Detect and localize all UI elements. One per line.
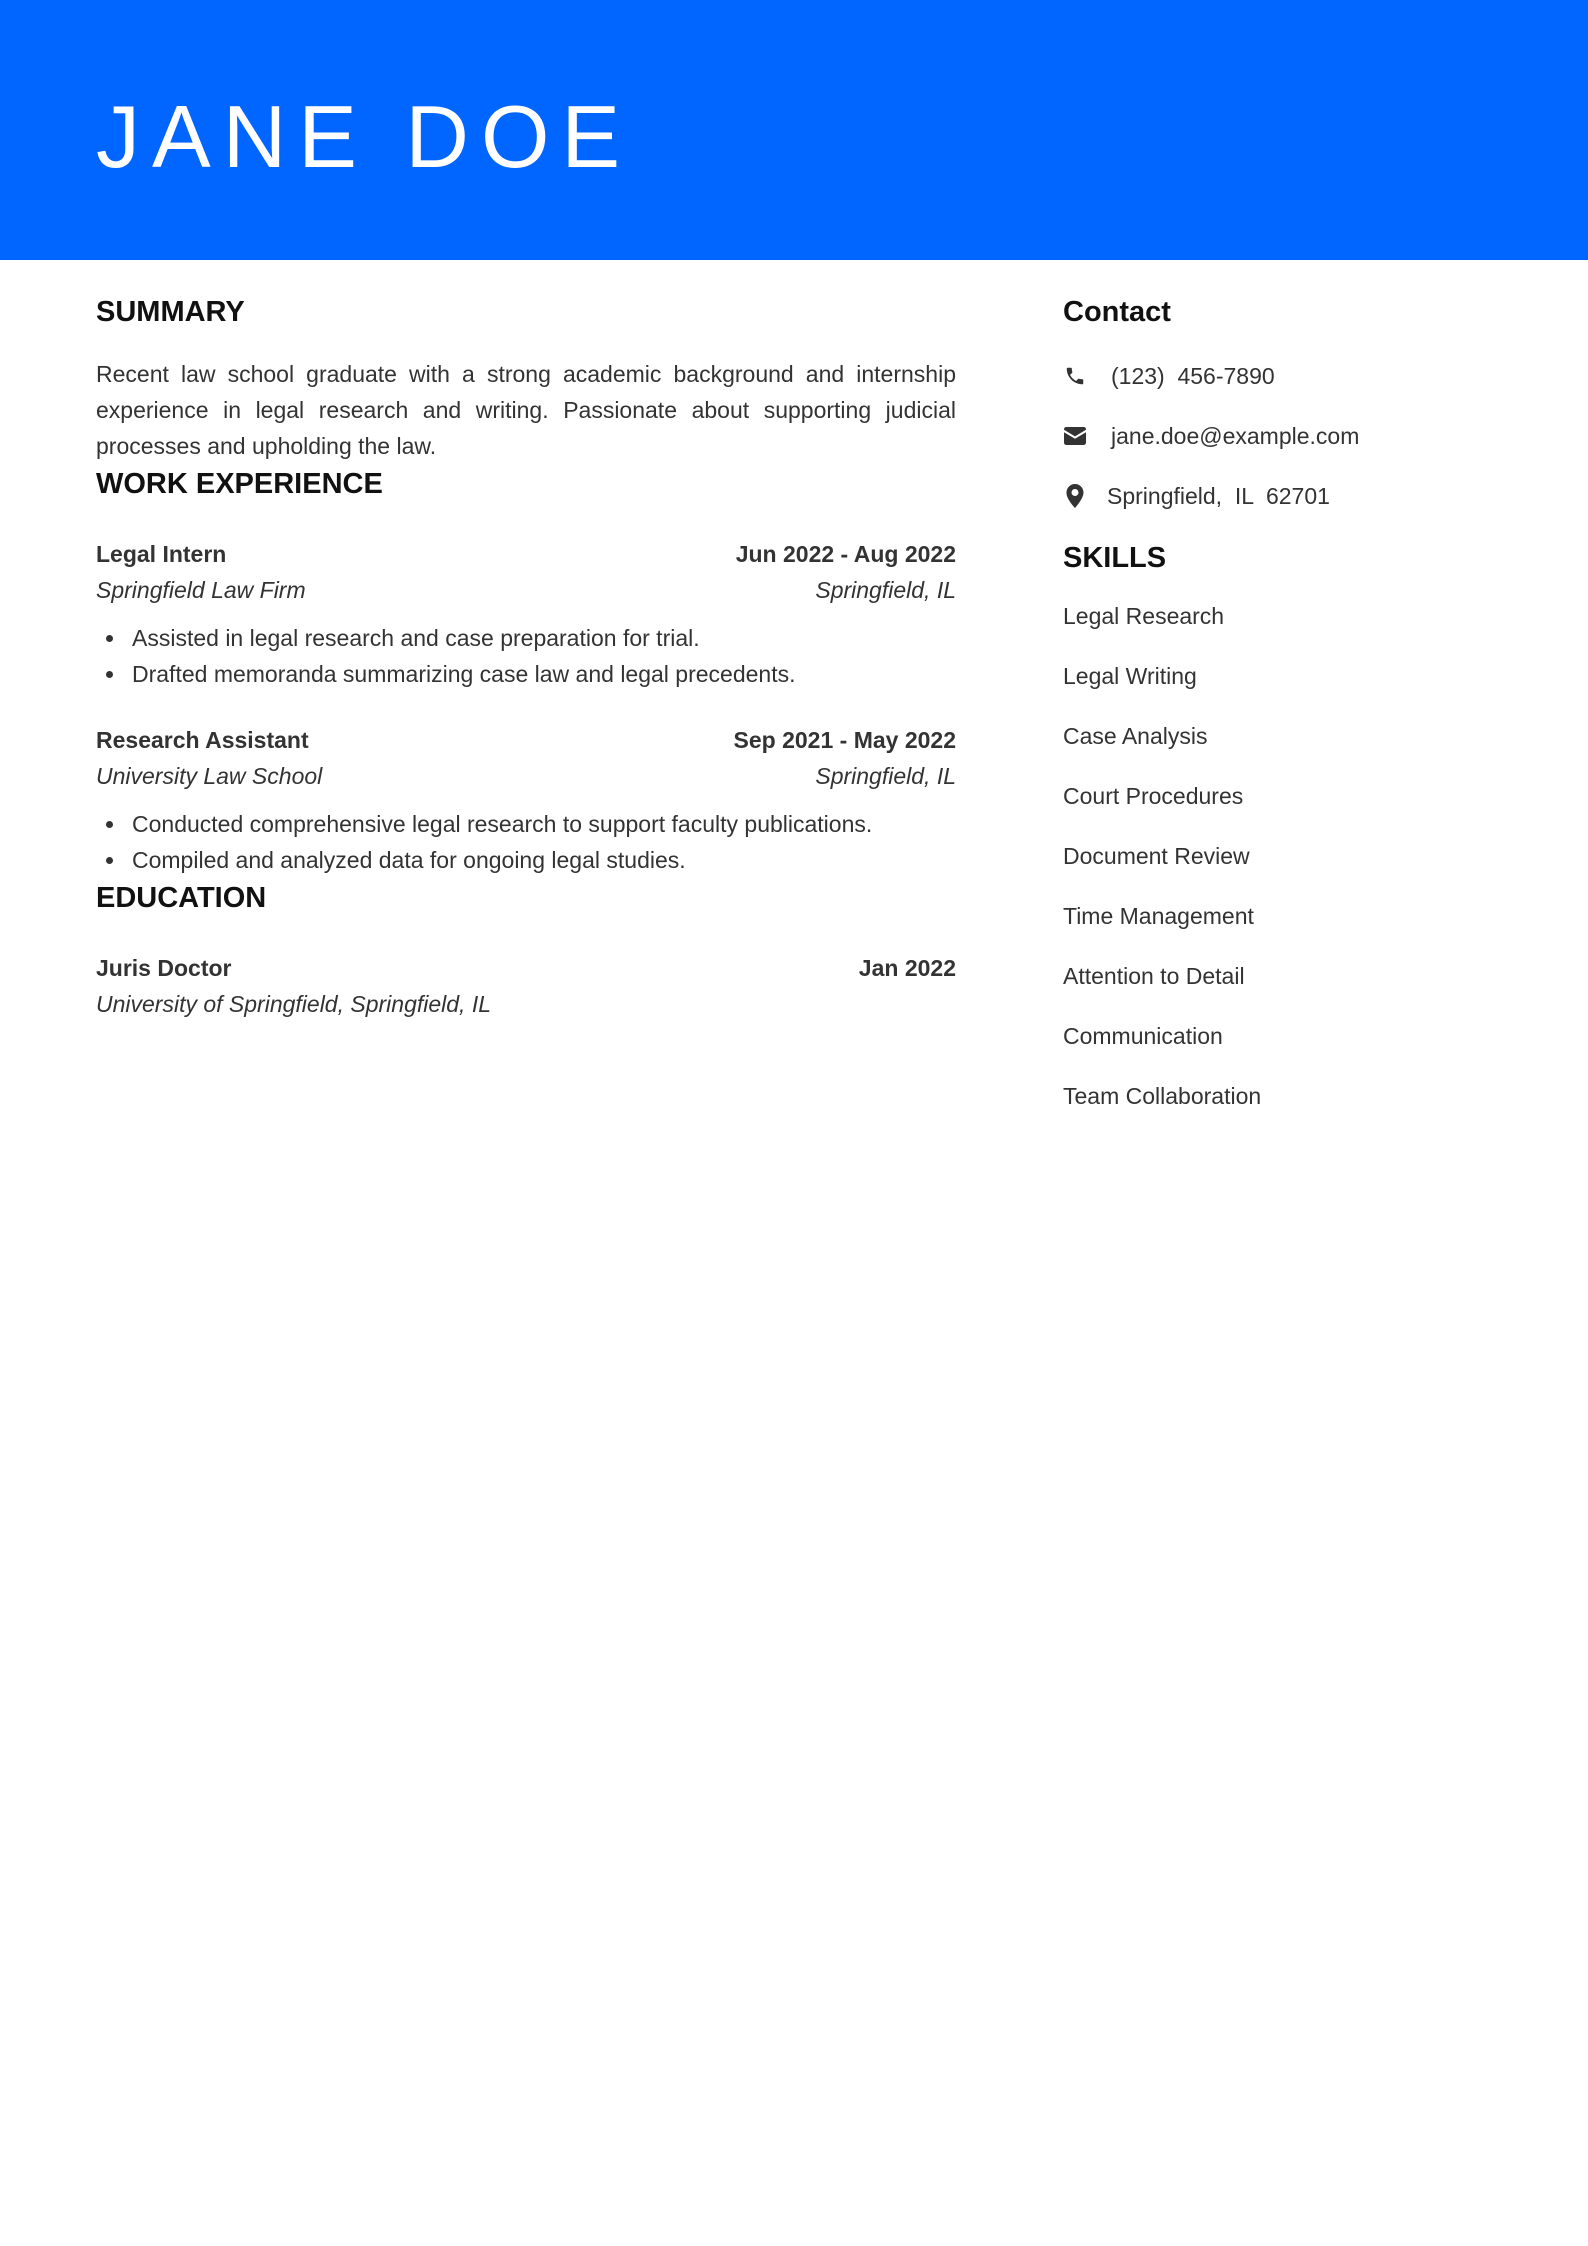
job-company: Springfield Law Firm	[96, 577, 306, 603]
job-location: Springfield, IL	[815, 763, 956, 789]
job-bullet: Conducted comprehensive legal research to support faculty publications.	[132, 806, 956, 842]
envelope-icon	[1063, 424, 1087, 448]
map-pin-icon	[1063, 484, 1087, 508]
skill-item: Court Procedures	[1063, 783, 1244, 809]
job-bullets	[96, 806, 956, 878]
job-company: University Law School	[96, 763, 323, 789]
sidebar-column	[1063, 292, 1503, 1138]
job-role: Research Assistant	[96, 727, 309, 753]
job-bullet: Drafted memoranda summarizing case law and legal precedents.	[132, 656, 956, 692]
skill-item: Attention to Detail	[1063, 963, 1245, 989]
summary-heading: SUMMARY	[96, 296, 245, 328]
education-degree: Juris Doctor	[96, 955, 232, 981]
contact-email	[1063, 418, 1503, 454]
skill-item: Communication	[1063, 1023, 1223, 1049]
education-entry	[96, 950, 956, 1022]
skill-item: Legal Research	[1063, 603, 1225, 629]
contact-location-text: Springfield, IL 62701	[1107, 482, 1330, 509]
skills-list	[1063, 598, 1503, 1114]
skill-item: Time Management	[1063, 903, 1254, 929]
main-column	[96, 292, 956, 1022]
work-experience-heading: WORK EXPERIENCE	[96, 468, 383, 500]
job-dates: Sep 2021 - May 2022	[733, 727, 956, 753]
header-banner	[0, 0, 1588, 260]
education-header-row	[96, 950, 956, 986]
job-bullet: Compiled and analyzed data for ongoing legal studies.	[132, 842, 956, 878]
contact-location	[1063, 478, 1503, 514]
job-bullet: Assisted in legal research and case preparation for trial.	[132, 620, 956, 656]
job-dates: Jun 2022 - Aug 2022	[735, 541, 956, 567]
job-entry	[96, 536, 956, 692]
contact-heading: Contact	[1063, 296, 1171, 328]
skills-heading: SKILLS	[1063, 542, 1167, 574]
job-bullets	[96, 620, 956, 692]
job-header-row	[96, 722, 956, 758]
contact-email-text[interactable]: jane.doe@example.com	[1111, 422, 1360, 449]
job-entry	[96, 722, 956, 878]
job-company-row	[96, 572, 956, 608]
contact-phone	[1063, 358, 1503, 394]
phone-icon	[1063, 364, 1087, 388]
skill-item: Team Collaboration	[1063, 1083, 1262, 1109]
skill-item: Document Review	[1063, 843, 1250, 869]
education-heading: EDUCATION	[96, 882, 267, 914]
education-school-row	[96, 986, 956, 1022]
candidate-name: JANE DOE	[96, 87, 633, 186]
education-date: Jan 2022	[858, 955, 956, 981]
education-school: University of Springfield, Springfield, IL	[96, 991, 492, 1017]
job-role: Legal Intern	[96, 541, 227, 567]
job-header-row	[96, 536, 956, 572]
skill-item: Legal Writing	[1063, 663, 1197, 689]
skill-item: Case Analysis	[1063, 723, 1208, 749]
job-location: Springfield, IL	[815, 577, 956, 603]
contact-phone-text: (123) 456-7890	[1111, 362, 1275, 389]
summary-text: Recent law school graduate with a strong academic background and internship experience in legal research and writing. Passionate about supporting judicial processes and upholding the law.	[96, 361, 956, 459]
contact-list	[1063, 358, 1503, 514]
job-company-row	[96, 758, 956, 794]
